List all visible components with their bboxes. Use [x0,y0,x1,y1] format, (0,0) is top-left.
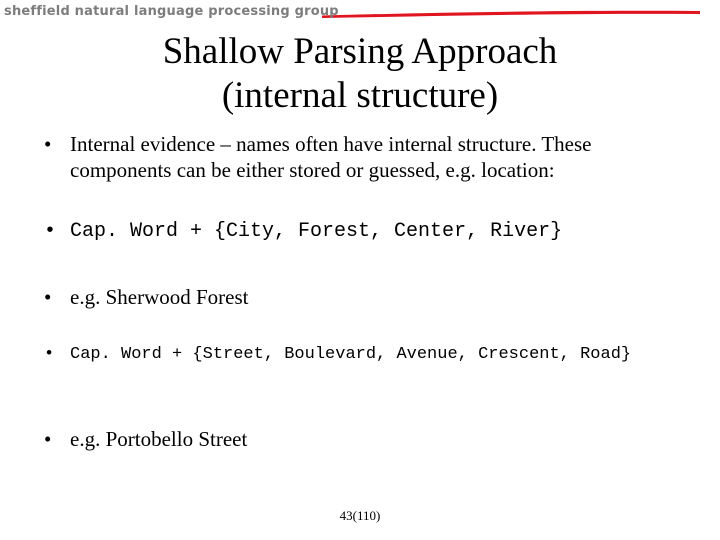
slide-title [0,30,720,118]
bullet-text: e.g. Sherwood Forest [70,285,249,309]
bullet-dot: • [44,220,57,243]
bullet-text: Cap. Word + {Street, Boulevard, Avenue, Crescent, Road} [70,345,632,364]
bullet-dot: • [44,345,55,364]
slide-title-line-1: Shallow Parsing Approach [162,31,558,72]
bullet-dot: • [44,132,52,156]
bullet-example-sherwood [44,284,694,310]
bullet-dot: • [44,285,52,309]
bullet-cap-word-street [44,344,694,366]
header-brand-text: sheffield natural language processing group [4,4,339,19]
bullet-dot: • [44,427,52,451]
bullet-text: Cap. Word + {City, Forest, Center, River} [70,220,563,243]
bullet-cap-word-city [44,219,694,245]
bullet-example-portobello [44,426,694,452]
page-number: 43(110) [339,508,381,523]
bullet-text: Internal evidence – names often have internal structure. These components can be either stored or guessed, e.g. location: [70,132,592,182]
header-red-swoosh [322,11,700,18]
slide-title-line-2: (internal structure) [221,75,499,116]
bullet-text: e.g. Portobello Street [70,427,248,451]
bullet-internal-evidence [44,131,694,183]
